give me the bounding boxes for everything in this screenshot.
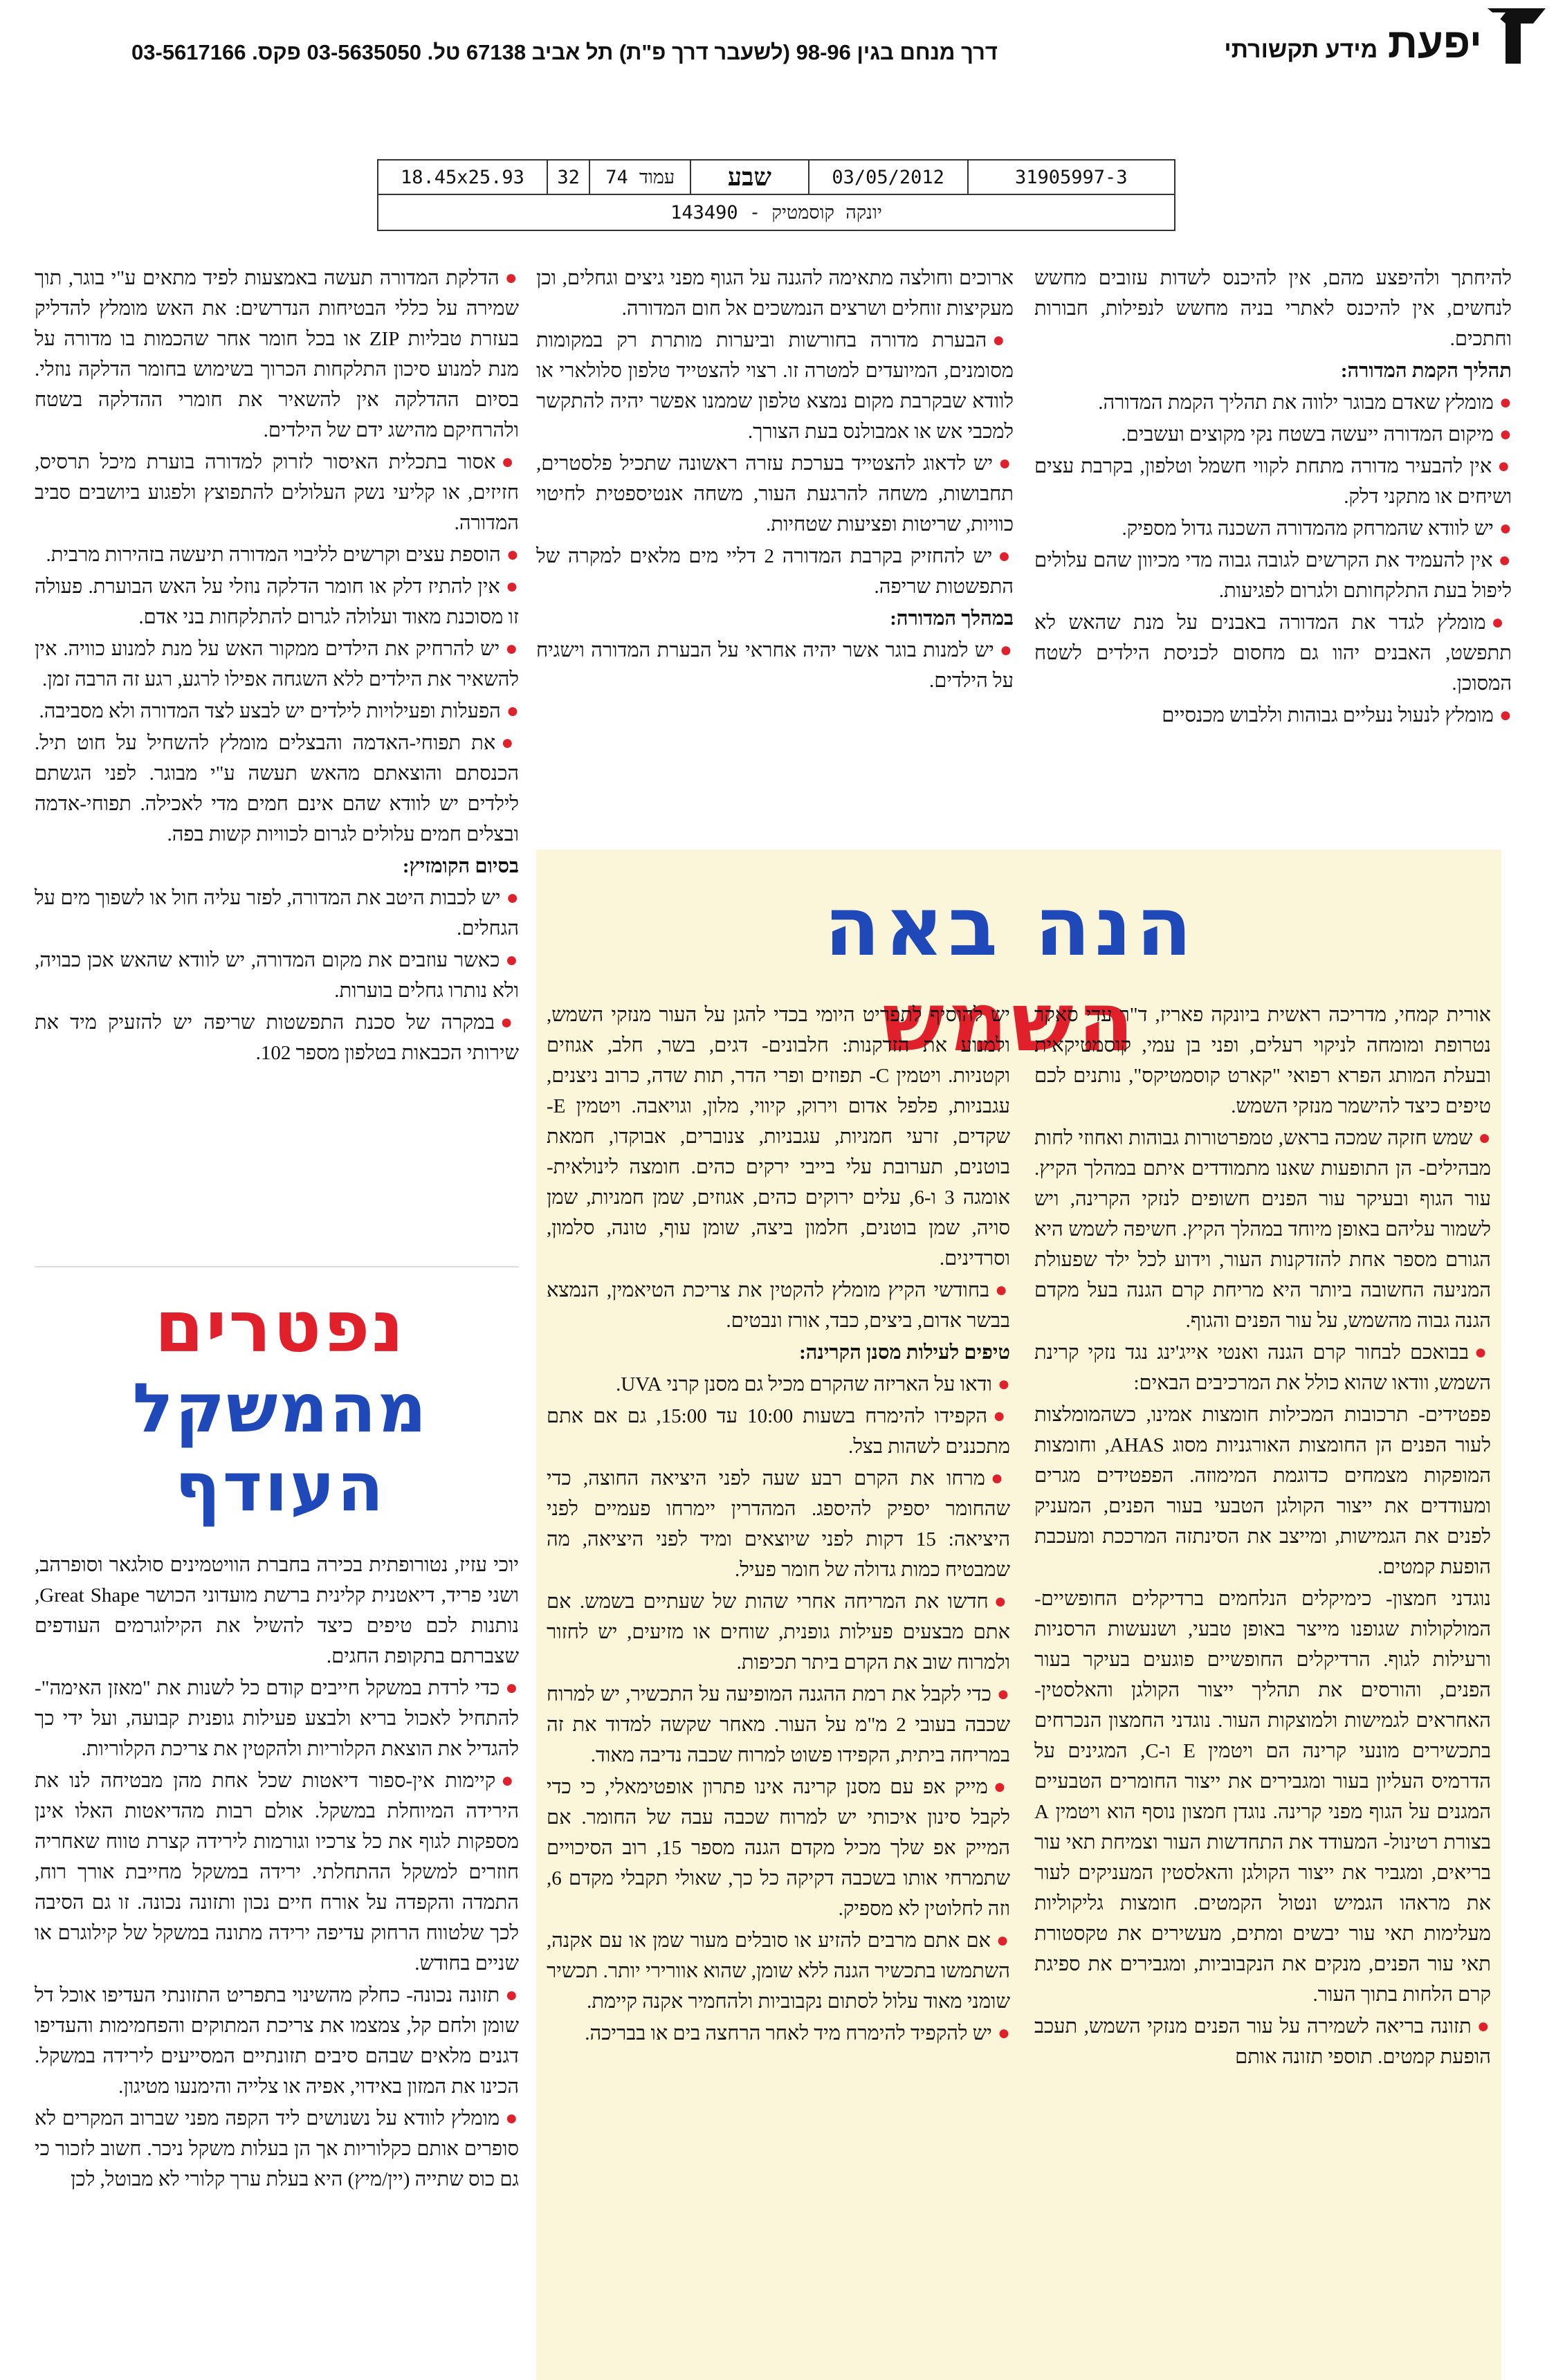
bullet-icon: ● bbox=[998, 544, 1014, 567]
paragraph bbox=[35, 634, 519, 695]
bullet-icon: ● bbox=[505, 637, 519, 660]
bullet-icon: ● bbox=[996, 1683, 1010, 1705]
bullet-icon: ● bbox=[504, 266, 519, 289]
bullet-icon: ● bbox=[505, 2107, 519, 2130]
info-date: 03/05/2012 bbox=[809, 161, 969, 194]
article-sun-column-right bbox=[1034, 1000, 1491, 2074]
brand bbox=[1224, 19, 1482, 67]
paragraph-text: קיימות אין-ספור דיאטות שכל אחת מהן מבטיחה לנו את הירידה המיוחלת במשקל. אולם רבות מהדיאטות האלו אינן מספקות לגוף את כל צרכיו וגורמות לירידה קצרת טווח שאחריה חוזרים למשקל ההתחלתי. ירידה במשקל מחייבת אורך רוח, התמדה והקפדה על אורח חיים נכון ותזונה נכונה. זו גם הסיבה לכך שלטווח הרחוק עדיפה ירידה מתונה במשקל של קילוגרם או שניים בחודש. bbox=[35, 1770, 519, 1975]
bullet-icon: ● bbox=[1499, 704, 1512, 726]
paragraph-text: אין להתיז דלק או חומר הדלקה נוזלי על האש הבוערת. פעולה זו מסוכנת מאוד ועלולה לגרום להתלקחות בני אדם. bbox=[35, 576, 519, 628]
paragraph-text: כדי לרדת במשקל חייבים קודם כל לשנות את "מאזן האימה"- להתחיל לאכול בריא ולבצע פעילות גופנית קבועה, ועל ידי כך להגדיל את הוצאת הקלוריות ולהקטין את צריכת הקלוריות. bbox=[35, 1677, 519, 1760]
paragraph-text: הוספת עצים וקרשים לליבוי המדורה תיעשה בזהירות מרבית. bbox=[46, 544, 501, 566]
article-sun-column-middle bbox=[547, 1000, 1010, 2050]
paragraph bbox=[536, 263, 1014, 324]
paragraph-text: מייק אפ עם מסנן קרינה אינו פתרון אופטימאלי, כי כדי לקבל סינון איכותי יש למרוח שכבה עבה של החומר. אם המייק אפ שלך מכיל מקדם הגנה מספר 15, רוב הסיכויים שתמרחי אותו בשכבה דקיקה כל כך, שאולי תקבלי מקדם 6, וזה לחלוטין לא מספיק. bbox=[547, 1776, 1010, 1920]
paragraph-text: הבערת מדורה בחורשות וביערות מותרת רק במקומות מסומנים, המיועדים למטרה זו. רצוי להצטייד טלפון סלולארי או לוודא שבקרבת מקום נמצא טלפון שממנו אפשר יהיה להתקשר למכבי אש או אמבולנס בעת הצורך. bbox=[536, 329, 1014, 443]
bullet-icon: ● bbox=[1497, 455, 1512, 477]
bullet-icon: ● bbox=[1499, 423, 1512, 446]
paragraph-text: תזונה בריאה לשמירה על עור הפנים מנזקי השמש, תעכב הופעת קמטים. תוספי תזונה אותם bbox=[1034, 2015, 1491, 2068]
paragraph bbox=[1034, 387, 1512, 418]
brand-main: יפעת bbox=[1387, 20, 1482, 66]
paragraph bbox=[35, 263, 519, 446]
paragraph-text: נוגדני חמצון- כימיקלים הנלחמים ברדיקלים החופשיים- המולקולות שגופנו מייצר באופן טבעי, ושנעשות הרסניות ורעילות לגוף. הרדיקלים החופשיים פוגעים בעיקר בעור הפנים, והורסים את תהליך ייצור הקולגן והאלסטין- האחראים לגמישות ולמוצקות העור. נוגדני החמצון הנכרחים בתכשירים מונעי קרינה הם ויטמין E ו-C, המגינים על הדרמיס העליון בעור ומגבירים את ייצור החומרים הטבעיים המגנים על הגוף מפני קרינה. נוגדן חמצון נוסף הוא ויטמין A בצורת רטינול- המעודד את התחדשות העור וצמיחת תאי עור בריאים, ומגביר את ייצור הקולגן והאלסטין המעניקים לעור את מראהו הגמיש ונטול הקמטים. חומצות גליקוליות מעלימות תאי עור יבשים ומתים, מעשירים את טקסטורת תאי עור הפנים, מנקים את הנקבוביות, ומגבירים את ספיגת קרם הלחות בתוך העור. bbox=[1034, 1588, 1491, 2006]
paragraph-text: הפעלות ופעילויות לילדים יש לבצע לצד המדורה ולא מסביבה. bbox=[39, 700, 501, 722]
bullet-icon: ● bbox=[997, 1373, 1010, 1395]
paragraph-text: יש לדאוג להצטייד בערכת עזרה ראשונה שתכיל פלסטרים, תחבושות, משחה להרגעת העור, משחה אנטיספטית לחיטוי כוויות, שריטות ופציעות שטחיות. bbox=[536, 452, 1014, 536]
paragraph bbox=[1034, 1584, 1491, 2010]
bullet-icon: ● bbox=[506, 886, 520, 909]
info-subject: יונקה קוסמטיק - 143490 bbox=[670, 201, 882, 223]
yifat-logo-icon bbox=[1485, 4, 1548, 68]
paragraph-text: ארוכים וחולצה מתאימה להגנה על הגוף מפני גיצים וגחלים, וכן מעקיצות זוחלים ושרצים הנמשכים אל חום המדורה. bbox=[536, 267, 1014, 320]
bullet-icon: ● bbox=[994, 1590, 1010, 1613]
sun-headline-part-a: הנה באה bbox=[824, 879, 1196, 974]
bullet-icon: ● bbox=[992, 329, 1014, 351]
paragraph bbox=[35, 883, 519, 944]
bullet-icon: ● bbox=[501, 450, 520, 473]
paragraph bbox=[1034, 1337, 1491, 1398]
paragraph bbox=[547, 1401, 1010, 1462]
paragraph-text: יש לכבות היטב את המדורה, לפזר עליה חול או לשפוך מים על הגחלים. bbox=[35, 887, 519, 940]
bullet-icon: ● bbox=[505, 1984, 519, 2006]
paragraph-text: בחודשי הקיץ מומלץ להקטין את צריכת הטיאמין, הנמצא בבשר אדום, ביצים, כבד, אורז ונבטים. bbox=[547, 1279, 1010, 1332]
bullet-icon: ● bbox=[998, 452, 1014, 475]
article-diet-column bbox=[35, 1550, 519, 2196]
bullet-icon: ● bbox=[501, 731, 519, 754]
paragraph-text: אם אתם מרבים להזיע או סובלים מעור שמן או עם אקנה, השתמשו בתכשיר הגנה ללא שומן, שהוא אוורירי יותר. תכשיר שומני מאוד עלול לסתום נקבוביות ולהחמיר אקנה קיימת. bbox=[547, 1930, 1010, 2013]
paragraph bbox=[536, 635, 1014, 696]
paragraph bbox=[1034, 419, 1512, 450]
paragraph-text: להיחתך ולהיפצע מהם, אין להיכנס לשדות עזובים מחשש לנחשים, אין להיכנס לאתרי בניה מחשש לנפילות, חבורות וחתכים. bbox=[1034, 267, 1512, 350]
paragraph-text: חדשו את המריחה אחרי שהות של שעתיים בשמש. אם אתם מבצעים פעילות גופנית, שוחים או מזיעים, יש לחזור ולמרוח שוב את הקרם ביתר תכיפות. bbox=[547, 1591, 1010, 1674]
paragraph bbox=[1034, 1123, 1491, 1336]
article-fire-column-left bbox=[35, 263, 519, 1070]
bullet-icon: ● bbox=[993, 1775, 1010, 1798]
paragraph bbox=[35, 728, 519, 850]
paragraph-text: תזונה נכונה- כחלק מהשינוי בתפריט התזונתי העדיפו אוכל דל שומן ולחם קל, צמצמו את צריכת המתוקים והפחמימות והעדיפו דגנים מלאים שבהם סיבים תזונתיים המסייעים לירידה במשקל. הכינו את המזון באידוי, אפיה או צלייה והימנעו מטיגון. bbox=[35, 1984, 519, 2098]
paragraph-text: מיקום המדורה ייעשה בשטח נקי מקוצים ועשבים. bbox=[1121, 423, 1494, 446]
bullet-icon: ● bbox=[505, 949, 519, 971]
paragraph bbox=[35, 447, 519, 538]
clipping-info-box bbox=[377, 159, 1175, 231]
paragraph-text: אורית קמחי, מדריכה ראשית ביונקה פאריז, ד"ר עדי סאקר נטרופת ומומחה לניקוי רעלים, ופני בן עמי, קוסמטיקאית ובעלת המותג הפרא רפואי "קארט קוסמטיקס", נותנים לכם טיפים כיצד להישמר מנזקי השמש. bbox=[1034, 1004, 1491, 1117]
paragraph bbox=[35, 945, 519, 1006]
bullet-icon: ● bbox=[1498, 549, 1512, 571]
paragraph-text: שמש חזקה שמכה בראש, טמפרטורות גבוהות ואחוזי לחות מבהילים- הן התופעות שאנו מתמודדים איתם במהלך הקיץ. עור הגוף ובעיקר עור הפנים חשופים לנזקי הקרינה, ויש לשמור עליהם באופן מיוחד במהלך הקיץ. חשיפה לשמש היא הגורם מספר אחת להזדקנות העור, וידוע לכל ילד שפעולת המניעה החשובה ביותר היא מריחת קרם הגנה בעל מקדם הגנה גבוה מהשמש, על עור הפנים והגוף. bbox=[1034, 1127, 1491, 1332]
bullet-icon: ● bbox=[1478, 1126, 1491, 1149]
bullet-icon: ● bbox=[1474, 1341, 1491, 1364]
paragraph bbox=[547, 1275, 1010, 1336]
paragraph-text: במקרה של סכנת התפשטות שריפה יש להזעיק מיד את שירותי הכבאות בטלפון מספר 102. bbox=[35, 1012, 519, 1064]
info-size: 18.45x25.93 bbox=[378, 161, 548, 194]
paragraph-text: מומלץ לגדר את המדורה באבנים על מנת שהאש לא תתפשט, האבנים יהוו גם מחסום לכניסת הילדים לשטח המסוכן. bbox=[1034, 612, 1512, 695]
paragraph-text: מומלץ לנעול נעליים גבוהות וללבוש מכנסיים bbox=[1162, 704, 1494, 726]
bullet-icon: ● bbox=[506, 699, 519, 722]
divider bbox=[35, 1266, 519, 1267]
paragraph-text: הדלקת המדורה תעשה באמצעות לפיד מתאים ע"י בוגר, תוך שמירה על כללי הבטיחות הנדרשים: את האש מומלץ להדליק בעזרת טבליות ZIP או בכל חומר אחר שהכמות בו מדורה על מנת למנוע סיכון התלקחות הכרוך בשימוש בחומר הדלקה נוזלי. בסיום ההדלקה אין להשאיר את חומרי ההדלקה בשטח ולהרחיקם מהישג ידם של הילדים. bbox=[35, 267, 519, 441]
sun-headline bbox=[699, 879, 1321, 1070]
paragraph bbox=[547, 1000, 1010, 1274]
diet-headline-line-3: העודף bbox=[174, 1448, 386, 1527]
paragraph-text: את תפוחי-האדמה והבצלים מומלץ להשחיל על חוט תיל. הכנסתם והוצאתם מהאש תעשה ע"י מבוגר. לפני הגשתם לילדים יש לוודא שהם אינם חמים מדי לאכילה. תפוחי-אדמה ובצלים חמים עלולים לגרום לכוויות קשות בפה. bbox=[35, 732, 519, 845]
paragraph-text: ודאו על האריזה שהקרם מכיל גם מסנן קרני UVA. bbox=[616, 1373, 992, 1395]
paragraph bbox=[1034, 451, 1512, 512]
paragraph bbox=[35, 1007, 519, 1068]
paragraph-text: יש להוסיף לתפריט היומי בכדי להגן על העור מנזקי השמש, ולמנוע את הזדקנות: חלבונים- דגים, בשר, חלב, אגוזים וקטניות. ויטמין C- תפוזים ופרי הדר, תות שדה, כרוב ניצנים, עגבניות, פלפל אדום וירוק, קיווי, מלון, וגויאבה. ויטמין E- שקדים, זרעי חמניות, עגבניות, צנוברים, אבוקדו, חמאת בוטנים, תערובת עלי בייבי ירקים כהים. חומצה לינולאית- אומגה 3 ו-6, עלים ירוקים כהים, אגוזים, שמן חמניות, שמן סויה, שמן בוטנים, חלמון ביצה, שומן עוף, טונה, סלמון, וסרדינים. bbox=[547, 1004, 1010, 1270]
paragraph-text: טיפים לעילות מסנן הקרינה: bbox=[799, 1342, 1010, 1364]
subheading bbox=[536, 603, 1014, 634]
paragraph-text: אסור בתכלית האיסור לזרוק למדורה בוערת מיכל תרסיס, חזיזים, או קליעי נשק העלולים להתפוצץ ולפגוע ביושבים סביב המדורה. bbox=[35, 451, 519, 534]
article-fire-column-right bbox=[1034, 263, 1512, 732]
paragraph-text: מומלץ לוודא על נשנושים ליד הקפה מפני שברוב המקרים לא סופרים אותם כקלוריות אך הן בעלות משקל ניכר. חשוב לזכור כי גם כוס שתייה (יין/מיץ) היא בעלת ערך קלורי לא מבוטל, לכן bbox=[35, 2107, 519, 2190]
paragraph-text: בסיום הקומזיץ: bbox=[402, 855, 519, 877]
paragraph bbox=[547, 1463, 1010, 1585]
diet-headline-line-2: מהמשקל bbox=[132, 1369, 428, 1448]
sun-headline-part-b: השמש bbox=[882, 974, 1138, 1070]
paragraph bbox=[547, 2018, 1010, 2049]
paragraph bbox=[35, 1980, 519, 2102]
bullet-icon: ● bbox=[505, 1676, 519, 1699]
paragraph bbox=[1034, 1400, 1491, 1582]
diet-headline-line-1: נפטרים bbox=[154, 1286, 406, 1368]
paragraph bbox=[536, 448, 1014, 540]
paragraph bbox=[35, 540, 519, 570]
paragraph-text: אין להבעיר מדורה מתחת לקווי חשמל וטלפון, בקרבת עצים ושיחים או מתקני דלק. bbox=[1034, 455, 1512, 508]
info-publication: שבע bbox=[691, 161, 809, 194]
paragraph-text: הקפידו להימרח בשעות 10:00 עד 15:00, גם אם אתם מתכננים לשהות בצל. bbox=[547, 1405, 1010, 1458]
bullet-icon: ● bbox=[999, 639, 1014, 661]
bullet-icon: ● bbox=[997, 2022, 1010, 2044]
bullet-icon: ● bbox=[991, 1467, 1010, 1490]
info-count: 32 bbox=[548, 161, 590, 194]
bullet-icon: ● bbox=[995, 1279, 1010, 1301]
paragraph bbox=[547, 1586, 1010, 1678]
article-fire-column-middle bbox=[536, 263, 1014, 697]
paragraph bbox=[35, 1550, 519, 1672]
paragraph-text: יש למנות בוגר אשר יהיה אחראי על הבערת המדורה וישגיח על הילדים. bbox=[536, 639, 1014, 692]
info-page: עמוד 74 bbox=[590, 161, 691, 194]
paragraph bbox=[1034, 545, 1512, 606]
paragraph bbox=[35, 571, 519, 632]
page-header bbox=[0, 0, 1565, 118]
paragraph-text: יוכי עזיז, נטורופתית בכירה בחברת הוויטמינים סולגאר וסופרהב, ושני פריד, דיאטנית קלינית ברשת מועדוני הכושר Great Shape, נותנות לכם טיפים כיצד להשיל את הקילוגרמים העודפים שצברתם בתקופת החגים. bbox=[35, 1554, 519, 1667]
bullet-icon: ● bbox=[996, 1929, 1011, 1952]
bullet-icon: ● bbox=[505, 575, 519, 598]
paragraph-text: במהלך המדורה: bbox=[890, 607, 1014, 630]
subheading bbox=[547, 1337, 1010, 1368]
bullet-icon: ● bbox=[993, 1404, 1011, 1427]
contact-address: דרך מנחם בגין 98-96 (לשעבר דרך פ"ת) תל אביב 67138 טל. 03-5635050 פקס. 03-5617166 bbox=[131, 40, 998, 64]
paragraph bbox=[536, 541, 1014, 602]
bullet-icon: ● bbox=[1491, 611, 1512, 634]
paragraph bbox=[1034, 607, 1512, 699]
bullet-icon: ● bbox=[506, 543, 519, 566]
paragraph-text: פפטידים- תרכובות המכילות חומצות אמינו, כשהמומלצות לעור הפנים הן החומצות האורגניות מסוג AHAS, וחומצות המופקות מצמחים כדוגמת המימוזה. הפפטידים מגרים ומעודדים את ייצור הקולגן הטבעי בעור הפנים, המעניק לפנים את הגמישות, ומייצב את הסינתזה המרככת ומעכבת הופעת קמטים. bbox=[1034, 1404, 1491, 1578]
paragraph-text: אין להעמיד את הקרשים לגובה גבוה מדי מכיוון שהם עלולים ליפול בעת התלקחותם ולגרום לפגיעות. bbox=[1034, 549, 1512, 602]
paragraph-text: כדי לקבל את רמת ההגנה המופיעה על התכשיר, יש למרוח שכבה בעובי 2 מ"מ על העור. מאחר שקשה למדוד את זה במריחה ביתית, הקפידו פשוט למרוח שכבה נדיבה מאוד. bbox=[547, 1683, 1010, 1766]
paragraph bbox=[547, 1772, 1010, 1924]
paragraph-text: יש לוודא שהמרחק מהמדורה השכנה גדול מספיק. bbox=[1122, 518, 1494, 540]
bullet-icon: ● bbox=[1476, 2015, 1491, 2038]
bullet-icon: ● bbox=[501, 1769, 519, 1792]
brand-sub: מידע תקשורתי bbox=[1224, 37, 1378, 63]
paragraph bbox=[547, 1679, 1010, 1770]
paragraph bbox=[536, 325, 1014, 447]
info-id: 31905997-3 bbox=[1015, 166, 1128, 188]
diet-headline bbox=[118, 1287, 443, 1526]
paragraph-text: בבואכם לבחור קרם הגנה ואנטי אייג'ינג נגד נזקי קרינת השמש, וודאו שהוא כולל את המרכיבים הבאים: bbox=[1034, 1342, 1491, 1394]
paragraph bbox=[547, 1925, 1010, 2017]
paragraph bbox=[35, 2103, 519, 2195]
paragraph bbox=[1034, 1000, 1491, 1122]
paragraph-text: מרחו את הקרם רבע שעה לפני היציאה החוצה, כדי שהחומר יספיק להיספג. המהדרין יימרחו פעמיים לפני היציאה: 15 דקות לפני שיוצאים ומיד לפני היציאה, מה שמבטיח כמות גדולה של חומר פעיל. bbox=[547, 1467, 1010, 1581]
paragraph-text: יש להחזיק בקרבת המדורה 2 דליי מים מלאים למקרה של התפשטות שריפה. bbox=[536, 545, 1014, 598]
bullet-icon: ● bbox=[500, 1011, 519, 1034]
subheading bbox=[1034, 356, 1512, 386]
paragraph bbox=[1034, 513, 1512, 544]
paragraph-text: כאשר עוזבים את מקום המדורה, יש לוודא שהאש אכן כבויה, ולא נותרו גחלים בוערות. bbox=[35, 949, 519, 1002]
paragraph-text: מומלץ שאדם מבוגר ילווה את תהליך הקמת המדורה. bbox=[1098, 392, 1494, 414]
paragraph bbox=[35, 1766, 519, 1979]
paragraph bbox=[1034, 2011, 1491, 2072]
bullet-icon: ● bbox=[1499, 517, 1512, 540]
subheading bbox=[35, 851, 519, 881]
paragraph-text: יש להקפיד להימרח מיד לאחר הרחצה בים או בבריכה. bbox=[585, 2022, 992, 2044]
paragraph bbox=[1034, 263, 1512, 354]
bullet-icon: ● bbox=[1499, 391, 1512, 414]
paragraph-text: תהליך הקמת המדורה: bbox=[1340, 360, 1512, 382]
paragraph bbox=[1034, 700, 1512, 731]
paragraph bbox=[35, 1673, 519, 1764]
paragraph bbox=[35, 696, 519, 726]
paragraph bbox=[547, 1369, 1010, 1400]
paragraph-text: יש להרחיק את הילדים ממקור האש על מנת למנוע כוויה. אין להשאיר את הילדים ללא השגחה אפילו לרגע, רגע זה הרבה זמן. bbox=[35, 638, 519, 690]
